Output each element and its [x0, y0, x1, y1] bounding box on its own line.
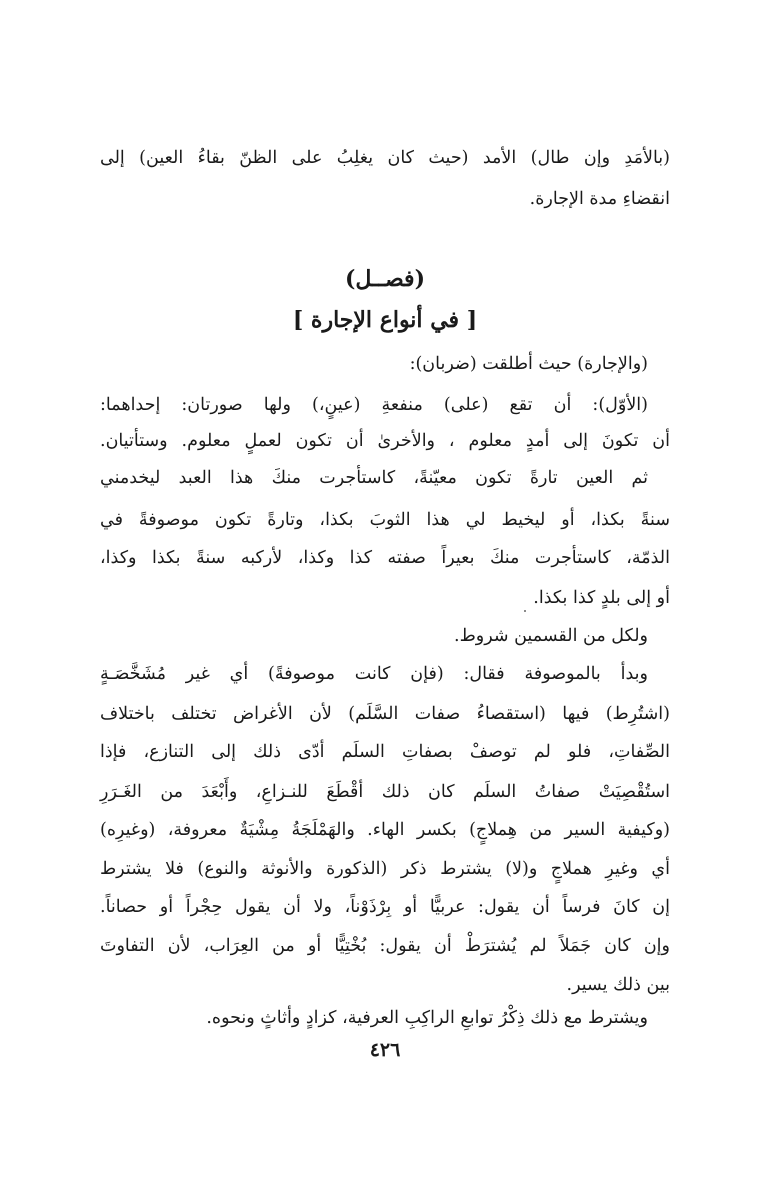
text-line-12: (اشتُرِط) فيها (استقصاءُ صفات السَّلَم) لأن الأغراض تختلف باختلاف — [100, 704, 670, 724]
text-line-17: إن كانَ فرساً أن يقول: عربيًّا أو بِرْذَوْناً، ولا أن يقول حِجْراً أو حصاناً. — [100, 897, 670, 917]
section-heading: (فصــل) — [345, 266, 425, 292]
text-line-3: (والإجارة) حيث أطلقت (ضربان): — [409, 354, 648, 374]
text-line-5: أن تكونَ إلى أمدٍ معلوم ، والأخرىٰ أن تكون لعملٍ معلوم. وستأتيان. — [100, 431, 670, 451]
text-line-15: (وكيفية السير من هِملاجٍ) بكسر الهاء. والهَمْلَجَةُ مِشْيَةٌ معروفة، (وغيرِه) — [100, 820, 670, 840]
text-line-8: الذمّة، كاستأجرت منكَ بعيراً صفته كذا وكذا، لأركبه سنةً بكذا وكذا، — [100, 548, 670, 568]
book-page — [100, 0, 670, 1185]
text-line-2: انقضاءِ مدة الإجارة. — [529, 189, 670, 209]
text-line-14: استُقْصِيَتْ صفاتُ السلَم كان ذلك أقْطَعَ للنـزاعِ، وأَبْعَدَ من الغَـرَرِ — [100, 782, 670, 802]
text-line-19: بين ذلك يسير. — [566, 975, 670, 995]
page-number: ٤٢٦ — [369, 1039, 401, 1061]
text-line-18: وإن كان جَمَلاً لم يُشترَطْ أن يقول: بُخْتِيًّا أو من العِرَاب، لأن التفاوتَ — [100, 936, 670, 956]
text-line-16: أي وغيرِ هملاجٍ و(لا) يشترط ذكر (الذكورة والأنوثة والنوع) فلا يشترط — [100, 859, 670, 879]
text-line-6: ثم العين تارةً تكون معيّنةً، كاستأجرت منكَ هذا العبد ليخدمني — [100, 468, 648, 488]
text-line-10: ولكل من القسمين شروط. — [454, 626, 648, 646]
text-line-4: (الأوّل): أن تقع (على) منفعةِ (عينٍ،) ولها صورتان: إحداهما: — [100, 395, 648, 415]
text-line-9: أو إلى بلدٍ كذا بكذا. — [533, 588, 670, 608]
text-line-11: وبدأ بالموصوفة فقال: (فإن كانت موصوفةً) أي غير مُشَخَّصَـةٍ — [100, 664, 648, 684]
text-line-20: ويشترط مع ذلك ذِكْرُ توابعِ الراكِبِ العرفية، كزادٍ وأثاثٍ ونحوه. — [206, 1008, 648, 1028]
text-line-7: سنةً بكذا، أو ليخيط لي هذا الثوبَ بكذا، وتارةً تكون موصوفةً في — [100, 510, 670, 530]
text-line-1: (بالأمَدِ وإن طال) الأمد (حيث كان يغلِبُ على الظنّ بقاءُ العين) إلى — [100, 148, 670, 168]
section-subheading: [ في أنواع الإجارة ] — [292, 307, 478, 333]
scan-speck — [524, 610, 526, 612]
text-line-13: الصِّفاتِ، فلو لم توصفْ بصفاتِ السلَم أدّى ذلك إلى التنازع، فإذا — [100, 742, 670, 762]
